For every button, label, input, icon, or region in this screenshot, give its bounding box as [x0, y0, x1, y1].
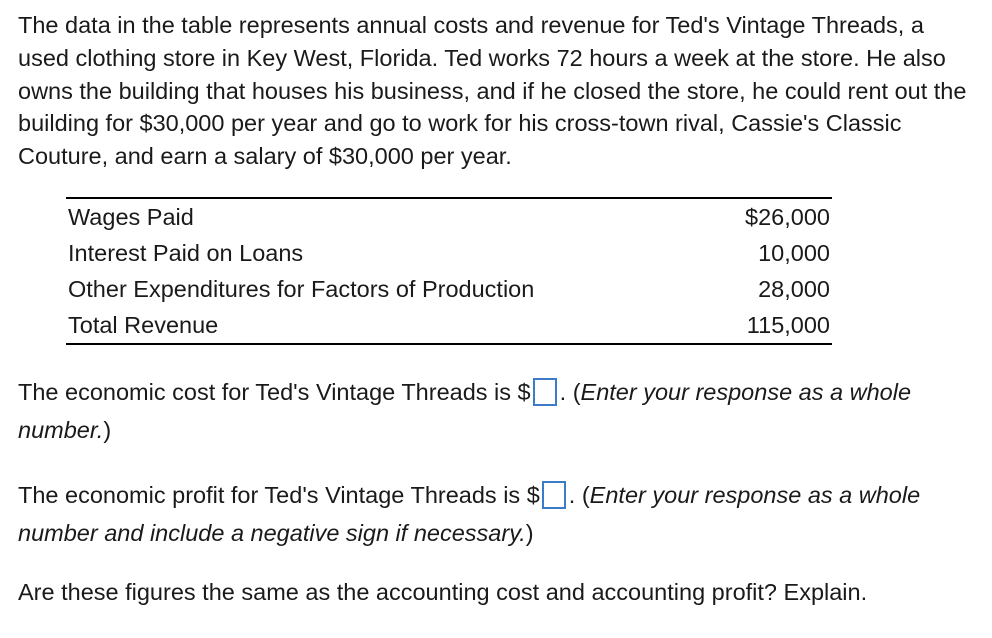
question-accounting-comparison: Are these figures the same as the accounting cost and accounting profit? Explain.: [18, 579, 868, 605]
row-label: Total Revenue: [66, 307, 710, 344]
table-row: [66, 198, 832, 235]
input-hint: Enter your response as a whole number.: [18, 379, 912, 443]
row-value: 28,000: [758, 275, 830, 302]
row-value: $26,000: [710, 198, 832, 235]
table-row: [66, 307, 832, 344]
question-text: The economic profit for Ted's Vintage Threads is $: [18, 482, 540, 508]
economic-cost-input[interactable]: [533, 378, 557, 406]
question-punct: . (: [559, 379, 581, 405]
question-economic-profit: [18, 476, 978, 552]
row-value: 115,000: [710, 307, 832, 344]
question-punct: ): [525, 520, 534, 546]
table-row: [66, 235, 832, 271]
table-row: [66, 271, 832, 307]
row-value: 10,000: [758, 239, 830, 266]
economic-profit-input[interactable]: [542, 481, 566, 509]
row-label: Wages Paid: [66, 198, 710, 235]
question-punct: . (: [568, 482, 590, 508]
input-hint: Enter your response as a whole number and include a negative sign if necessary.: [18, 482, 921, 546]
row-label: Interest Paid on Loans: [68, 239, 304, 266]
cost-revenue-table: [66, 197, 832, 345]
row-label: Other Expenditures for Factors of Production: [68, 275, 535, 302]
question-economic-cost: [18, 373, 978, 449]
question-text: The economic cost for Ted's Vintage Threads is $: [18, 379, 531, 405]
problem-statement: The data in the table represents annual costs and revenue for Ted's Vintage Threads, a used clothing store in Key West, Florida. Ted works 72 hours a week at the store. He also owns the building that houses his business, and if he closed the store, he could rent out the building for $30,000 per year and go to work for his cross-town rival, Cassie's Classic Couture, and earn a salary of $30,000 per year.: [18, 12, 967, 170]
question-punct: ): [103, 417, 112, 443]
